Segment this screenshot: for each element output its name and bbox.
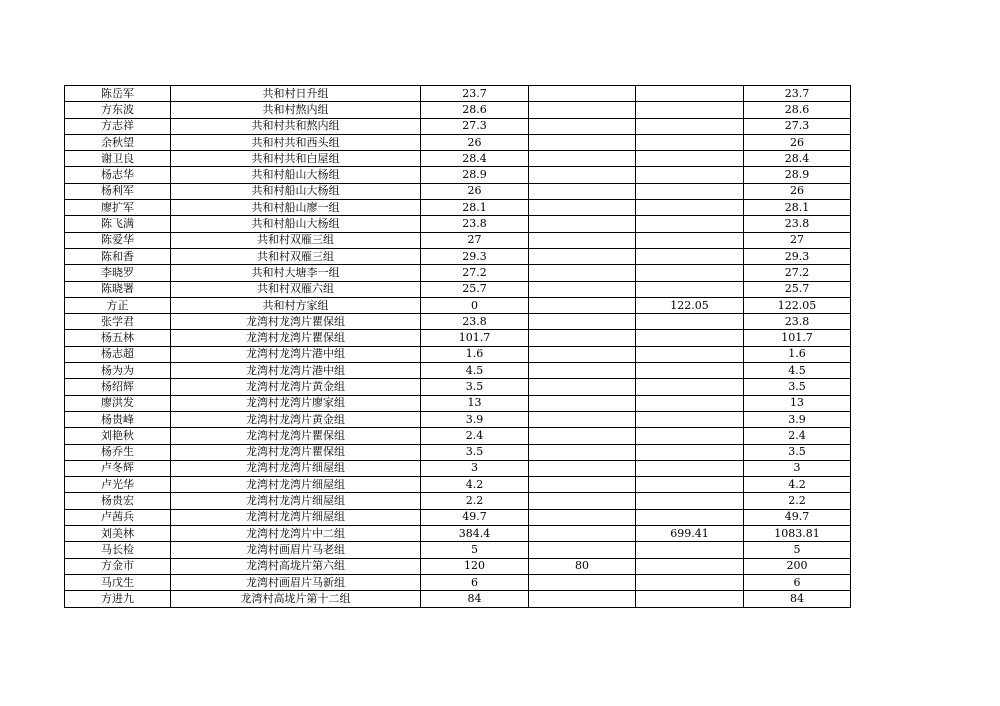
value-b-cell bbox=[529, 265, 636, 281]
value-a-cell: 27 bbox=[421, 232, 529, 248]
total-cell: 1.6 bbox=[744, 346, 851, 362]
value-c-cell bbox=[636, 509, 744, 525]
value-c-cell bbox=[636, 395, 744, 411]
value-a-cell: 384.4 bbox=[421, 526, 529, 542]
name-cell: 谢卫良 bbox=[65, 151, 171, 167]
total-cell: 28.9 bbox=[744, 167, 851, 183]
value-a-cell: 84 bbox=[421, 591, 529, 607]
table-row bbox=[65, 574, 851, 590]
table-row bbox=[65, 265, 851, 281]
value-b-cell bbox=[529, 281, 636, 297]
total-cell: 23.7 bbox=[744, 86, 851, 102]
value-a-cell: 101.7 bbox=[421, 330, 529, 346]
value-c-cell bbox=[636, 248, 744, 264]
table-row bbox=[65, 591, 851, 607]
value-c-cell bbox=[636, 232, 744, 248]
value-b-cell bbox=[529, 509, 636, 525]
total-cell: 1083.81 bbox=[744, 526, 851, 542]
table-row bbox=[65, 363, 851, 379]
total-cell: 49.7 bbox=[744, 509, 851, 525]
name-cell: 廖扩军 bbox=[65, 200, 171, 216]
value-a-cell: 26 bbox=[421, 183, 529, 199]
value-a-cell: 49.7 bbox=[421, 509, 529, 525]
value-b-cell bbox=[529, 477, 636, 493]
table-row bbox=[65, 558, 851, 574]
total-cell: 26 bbox=[744, 183, 851, 199]
value-c-cell bbox=[636, 134, 744, 150]
name-cell: 陈晓署 bbox=[65, 281, 171, 297]
value-b-cell bbox=[529, 200, 636, 216]
value-b-cell bbox=[529, 363, 636, 379]
name-cell: 卢光华 bbox=[65, 477, 171, 493]
value-c-cell bbox=[636, 102, 744, 118]
location-cell: 龙湾村龙湾片瞿保组 bbox=[171, 428, 421, 444]
total-cell: 84 bbox=[744, 591, 851, 607]
value-a-cell: 27.2 bbox=[421, 265, 529, 281]
value-a-cell: 3.5 bbox=[421, 444, 529, 460]
table-row bbox=[65, 411, 851, 427]
value-a-cell: 28.1 bbox=[421, 200, 529, 216]
table-row bbox=[65, 460, 851, 476]
value-a-cell: 4.5 bbox=[421, 363, 529, 379]
value-c-cell bbox=[636, 428, 744, 444]
table-row bbox=[65, 493, 851, 509]
table-row bbox=[65, 167, 851, 183]
value-b-cell bbox=[529, 574, 636, 590]
total-cell: 3.5 bbox=[744, 444, 851, 460]
value-c-cell bbox=[636, 558, 744, 574]
table-row bbox=[65, 151, 851, 167]
name-cell: 杨乔生 bbox=[65, 444, 171, 460]
name-cell: 杨为为 bbox=[65, 363, 171, 379]
value-c-cell bbox=[636, 444, 744, 460]
location-cell: 龙湾村龙湾片细屋组 bbox=[171, 509, 421, 525]
name-cell: 方东波 bbox=[65, 102, 171, 118]
table-row bbox=[65, 183, 851, 199]
table-row bbox=[65, 134, 851, 150]
value-b-cell bbox=[529, 86, 636, 102]
location-cell: 龙湾村龙湾片港中组 bbox=[171, 346, 421, 362]
value-b-cell bbox=[529, 411, 636, 427]
value-b-cell bbox=[529, 493, 636, 509]
total-cell: 4.2 bbox=[744, 477, 851, 493]
value-b-cell bbox=[529, 102, 636, 118]
value-b-cell bbox=[529, 248, 636, 264]
table-row bbox=[65, 86, 851, 102]
value-c-cell bbox=[636, 265, 744, 281]
value-c-cell: 699.41 bbox=[636, 526, 744, 542]
total-cell: 2.2 bbox=[744, 493, 851, 509]
table-row bbox=[65, 542, 851, 558]
table-row bbox=[65, 281, 851, 297]
value-c-cell: 122.05 bbox=[636, 297, 744, 313]
value-a-cell: 6 bbox=[421, 574, 529, 590]
name-cell: 杨志超 bbox=[65, 346, 171, 362]
total-cell: 23.8 bbox=[744, 216, 851, 232]
value-c-cell bbox=[636, 363, 744, 379]
location-cell: 龙湾村龙湾片黄金组 bbox=[171, 411, 421, 427]
table-row bbox=[65, 232, 851, 248]
value-a-cell: 120 bbox=[421, 558, 529, 574]
name-cell: 方金市 bbox=[65, 558, 171, 574]
value-b-cell bbox=[529, 183, 636, 199]
value-b-cell bbox=[529, 118, 636, 134]
table-row bbox=[65, 102, 851, 118]
location-cell: 龙湾村画眉片马老组 bbox=[171, 542, 421, 558]
total-cell: 3 bbox=[744, 460, 851, 476]
table-row bbox=[65, 216, 851, 232]
value-c-cell bbox=[636, 167, 744, 183]
location-cell: 龙湾村高垅片第十二组 bbox=[171, 591, 421, 607]
total-cell: 13 bbox=[744, 395, 851, 411]
name-cell: 陈爱华 bbox=[65, 232, 171, 248]
table-row bbox=[65, 379, 851, 395]
table-row bbox=[65, 395, 851, 411]
total-cell: 28.6 bbox=[744, 102, 851, 118]
table-row bbox=[65, 346, 851, 362]
total-cell: 6 bbox=[744, 574, 851, 590]
value-b-cell bbox=[529, 395, 636, 411]
name-cell: 刘美林 bbox=[65, 526, 171, 542]
value-c-cell bbox=[636, 200, 744, 216]
value-a-cell: 23.7 bbox=[421, 86, 529, 102]
name-cell: 陈和香 bbox=[65, 248, 171, 264]
name-cell: 方正 bbox=[65, 297, 171, 313]
value-a-cell: 13 bbox=[421, 395, 529, 411]
value-b-cell bbox=[529, 232, 636, 248]
value-a-cell: 28.4 bbox=[421, 151, 529, 167]
value-a-cell: 27.3 bbox=[421, 118, 529, 134]
name-cell: 方志祥 bbox=[65, 118, 171, 134]
table-row bbox=[65, 297, 851, 313]
location-cell: 龙湾村龙湾片中二组 bbox=[171, 526, 421, 542]
value-a-cell: 1.6 bbox=[421, 346, 529, 362]
value-c-cell bbox=[636, 314, 744, 330]
location-cell: 共和村日升组 bbox=[171, 86, 421, 102]
value-b-cell bbox=[529, 346, 636, 362]
value-b-cell bbox=[529, 167, 636, 183]
location-cell: 共和村共和西头组 bbox=[171, 134, 421, 150]
total-cell: 27.3 bbox=[744, 118, 851, 134]
total-cell: 3.5 bbox=[744, 379, 851, 395]
value-b-cell bbox=[529, 444, 636, 460]
location-cell: 共和村双雁三组 bbox=[171, 248, 421, 264]
name-cell: 杨志华 bbox=[65, 167, 171, 183]
data-table bbox=[64, 85, 851, 608]
table-row bbox=[65, 200, 851, 216]
name-cell: 杨绍辉 bbox=[65, 379, 171, 395]
value-b-cell bbox=[529, 297, 636, 313]
value-a-cell: 23.8 bbox=[421, 314, 529, 330]
value-c-cell bbox=[636, 281, 744, 297]
name-cell: 卢茜兵 bbox=[65, 509, 171, 525]
total-cell: 3.9 bbox=[744, 411, 851, 427]
location-cell: 龙湾村龙湾片黄金组 bbox=[171, 379, 421, 395]
value-a-cell: 2.4 bbox=[421, 428, 529, 444]
location-cell: 共和村共和白屋组 bbox=[171, 151, 421, 167]
value-c-cell bbox=[636, 346, 744, 362]
total-cell: 5 bbox=[744, 542, 851, 558]
value-c-cell bbox=[636, 493, 744, 509]
total-cell: 2.4 bbox=[744, 428, 851, 444]
table-row bbox=[65, 314, 851, 330]
location-cell: 共和村船山大杨组 bbox=[171, 167, 421, 183]
value-a-cell: 25.7 bbox=[421, 281, 529, 297]
total-cell: 200 bbox=[744, 558, 851, 574]
total-cell: 122.05 bbox=[744, 297, 851, 313]
value-a-cell: 28.9 bbox=[421, 167, 529, 183]
value-c-cell bbox=[636, 460, 744, 476]
value-a-cell: 29.3 bbox=[421, 248, 529, 264]
name-cell: 陈飞满 bbox=[65, 216, 171, 232]
location-cell: 共和村熬内组 bbox=[171, 102, 421, 118]
value-b-cell bbox=[529, 428, 636, 444]
location-cell: 龙湾村龙湾片瞿保组 bbox=[171, 330, 421, 346]
total-cell: 28.1 bbox=[744, 200, 851, 216]
value-a-cell: 26 bbox=[421, 134, 529, 150]
name-cell: 卢冬辉 bbox=[65, 460, 171, 476]
location-cell: 共和村双雁六组 bbox=[171, 281, 421, 297]
table-row bbox=[65, 509, 851, 525]
value-c-cell bbox=[636, 477, 744, 493]
value-b-cell bbox=[529, 216, 636, 232]
value-b-cell bbox=[529, 526, 636, 542]
value-a-cell: 3 bbox=[421, 460, 529, 476]
location-cell: 龙湾村龙湾片廖家组 bbox=[171, 395, 421, 411]
total-cell: 25.7 bbox=[744, 281, 851, 297]
value-c-cell bbox=[636, 591, 744, 607]
value-c-cell bbox=[636, 183, 744, 199]
value-a-cell: 28.6 bbox=[421, 102, 529, 118]
table-row bbox=[65, 444, 851, 460]
table-row bbox=[65, 118, 851, 134]
value-c-cell bbox=[636, 86, 744, 102]
name-cell: 杨利军 bbox=[65, 183, 171, 199]
location-cell: 龙湾村画眉片马新组 bbox=[171, 574, 421, 590]
value-c-cell bbox=[636, 542, 744, 558]
value-c-cell bbox=[636, 330, 744, 346]
value-c-cell bbox=[636, 151, 744, 167]
table-row bbox=[65, 477, 851, 493]
total-cell: 27 bbox=[744, 232, 851, 248]
value-b-cell bbox=[529, 460, 636, 476]
table-row bbox=[65, 526, 851, 542]
location-cell: 共和村大塘李一组 bbox=[171, 265, 421, 281]
total-cell: 26 bbox=[744, 134, 851, 150]
value-b-cell: 80 bbox=[529, 558, 636, 574]
name-cell: 杨贵宏 bbox=[65, 493, 171, 509]
name-cell: 方进九 bbox=[65, 591, 171, 607]
total-cell: 4.5 bbox=[744, 363, 851, 379]
name-cell: 张学君 bbox=[65, 314, 171, 330]
location-cell: 龙湾村龙湾片港中组 bbox=[171, 363, 421, 379]
name-cell: 杨贵峰 bbox=[65, 411, 171, 427]
location-cell: 龙湾村龙湾片细屋组 bbox=[171, 460, 421, 476]
value-c-cell bbox=[636, 574, 744, 590]
location-cell: 共和村双雁三组 bbox=[171, 232, 421, 248]
name-cell: 刘艳秋 bbox=[65, 428, 171, 444]
location-cell: 龙湾村龙湾片瞿保组 bbox=[171, 444, 421, 460]
location-cell: 共和村方家组 bbox=[171, 297, 421, 313]
location-cell: 龙湾村高垅片第六组 bbox=[171, 558, 421, 574]
value-a-cell: 23.8 bbox=[421, 216, 529, 232]
value-c-cell bbox=[636, 379, 744, 395]
total-cell: 28.4 bbox=[744, 151, 851, 167]
name-cell: 余秋望 bbox=[65, 134, 171, 150]
name-cell: 廖洪发 bbox=[65, 395, 171, 411]
location-cell: 共和村船山廖一组 bbox=[171, 200, 421, 216]
table-row bbox=[65, 428, 851, 444]
value-a-cell: 5 bbox=[421, 542, 529, 558]
location-cell: 共和村船山大杨组 bbox=[171, 216, 421, 232]
value-b-cell bbox=[529, 314, 636, 330]
table-row bbox=[65, 330, 851, 346]
location-cell: 共和村船山大杨组 bbox=[171, 183, 421, 199]
total-cell: 29.3 bbox=[744, 248, 851, 264]
total-cell: 101.7 bbox=[744, 330, 851, 346]
name-cell: 李晓罗 bbox=[65, 265, 171, 281]
value-b-cell bbox=[529, 151, 636, 167]
value-b-cell bbox=[529, 591, 636, 607]
value-c-cell bbox=[636, 216, 744, 232]
table-body bbox=[65, 86, 851, 608]
total-cell: 23.8 bbox=[744, 314, 851, 330]
location-cell: 龙湾村龙湾片细屋组 bbox=[171, 477, 421, 493]
value-b-cell bbox=[529, 379, 636, 395]
table-row bbox=[65, 248, 851, 264]
name-cell: 杨五林 bbox=[65, 330, 171, 346]
value-a-cell: 3.5 bbox=[421, 379, 529, 395]
value-a-cell: 0 bbox=[421, 297, 529, 313]
location-cell: 共和村共和熬内组 bbox=[171, 118, 421, 134]
value-a-cell: 2.2 bbox=[421, 493, 529, 509]
value-a-cell: 3.9 bbox=[421, 411, 529, 427]
value-c-cell bbox=[636, 118, 744, 134]
name-cell: 马戊生 bbox=[65, 574, 171, 590]
value-b-cell bbox=[529, 330, 636, 346]
name-cell: 马长检 bbox=[65, 542, 171, 558]
value-b-cell bbox=[529, 134, 636, 150]
name-cell: 陈岳军 bbox=[65, 86, 171, 102]
total-cell: 27.2 bbox=[744, 265, 851, 281]
location-cell: 龙湾村龙湾片细屋组 bbox=[171, 493, 421, 509]
value-c-cell bbox=[636, 411, 744, 427]
value-a-cell: 4.2 bbox=[421, 477, 529, 493]
value-b-cell bbox=[529, 542, 636, 558]
location-cell: 龙湾村龙湾片瞿保组 bbox=[171, 314, 421, 330]
